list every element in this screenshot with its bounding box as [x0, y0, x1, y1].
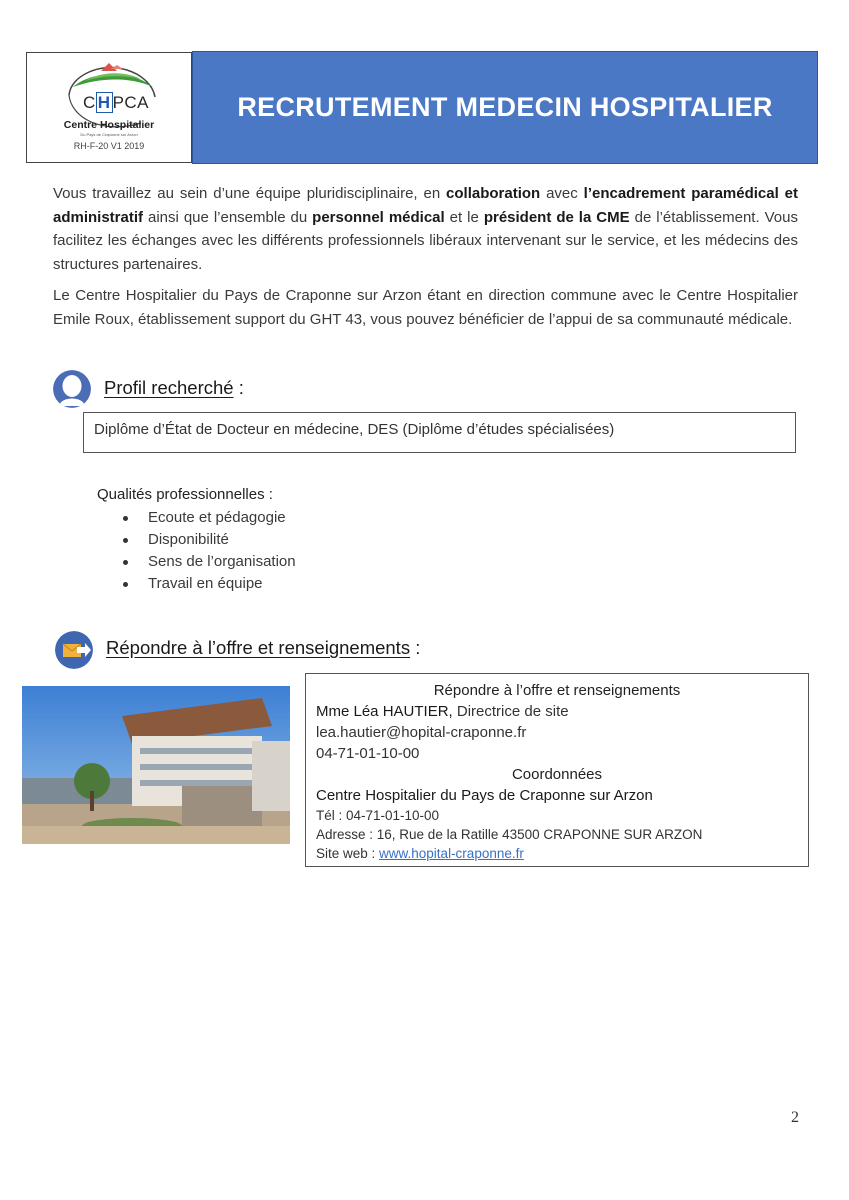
list-item: Travail en équipe	[120, 573, 296, 595]
hospital-logo	[26, 52, 192, 163]
institution-address: Adresse : 16, Rue de la Ratille 43500 CRAPONNE SUR ARZON	[316, 827, 703, 842]
institution-website: Site web : www.hopital-craponne.fr	[316, 846, 524, 861]
contact-person: Mme Léa HAUTIER, Directrice de site	[316, 703, 569, 720]
coordinates-heading: Coordonnées	[511, 766, 603, 783]
page-title: RECRUTEMENT MEDECIN HOSPITALIER	[237, 92, 773, 122]
diploma-text: Diplôme d’État de Docteur en médecine, DES (Diplôme d’études spécialisées)	[94, 421, 615, 438]
logo-name: Centre Hospitalier	[63, 119, 155, 131]
list-item: Sens de l’organisation	[120, 551, 296, 573]
logo-tagline: Du Pays de Craponne sur Arzon	[80, 132, 138, 137]
institution-name: Centre Hospitalier du Pays de Craponne sur Arzon	[316, 787, 653, 804]
qualities-title: Qualités professionnelles :	[97, 486, 273, 503]
user-silhouette-icon	[53, 370, 91, 408]
list-item: Disponibilité	[120, 529, 296, 551]
document-reference: RH-F-20 V1 2019	[73, 141, 145, 151]
envelope-arrow-icon	[55, 631, 93, 669]
qualities-list	[120, 507, 296, 595]
intro-paragraph-1: Vous travaillez au sein d’une équipe pluridisciplinaire, en collaboration avec l’encadrement paramédical et administratif ainsi que l’ensemble du personnel médical et le président de la CME de l’établissement. Vous facilitez les échanges avec les différents professionnels libéraux intervenant sur le service, et les médecins des structures partenaires.	[53, 185, 798, 273]
contact-heading: Répondre à l’offre et renseignements	[433, 682, 681, 699]
institution-phone: Tél : 04-71-01-10-00	[316, 808, 440, 823]
respond-section-title: Répondre à l’offre et renseignements :	[106, 637, 421, 658]
logo-acronym: C H PCA	[83, 93, 150, 112]
hospital-building-photo	[22, 686, 290, 844]
contact-box	[305, 673, 809, 867]
intro-paragraph-2: Le Centre Hospitalier du Pays de Craponne sur Arzon étant en direction commune avec le Centre Hospitalier Emile Roux, établissement support du GHT 43, vous pouvez bénéficier de l’appui de sa communauté médicale.	[53, 287, 798, 328]
diploma-box	[83, 412, 796, 453]
website-link[interactable]: www.hopital-craponne.fr	[379, 846, 524, 861]
list-item: Ecoute et pédagogie	[120, 507, 296, 529]
title-banner	[192, 51, 818, 164]
contact-email[interactable]: lea.hautier@hopital-craponne.fr	[316, 724, 527, 741]
page-number: 2	[791, 1109, 799, 1126]
profile-section-title: Profil recherché :	[104, 377, 244, 398]
contact-phone: 04-71-01-10-00	[316, 745, 420, 762]
